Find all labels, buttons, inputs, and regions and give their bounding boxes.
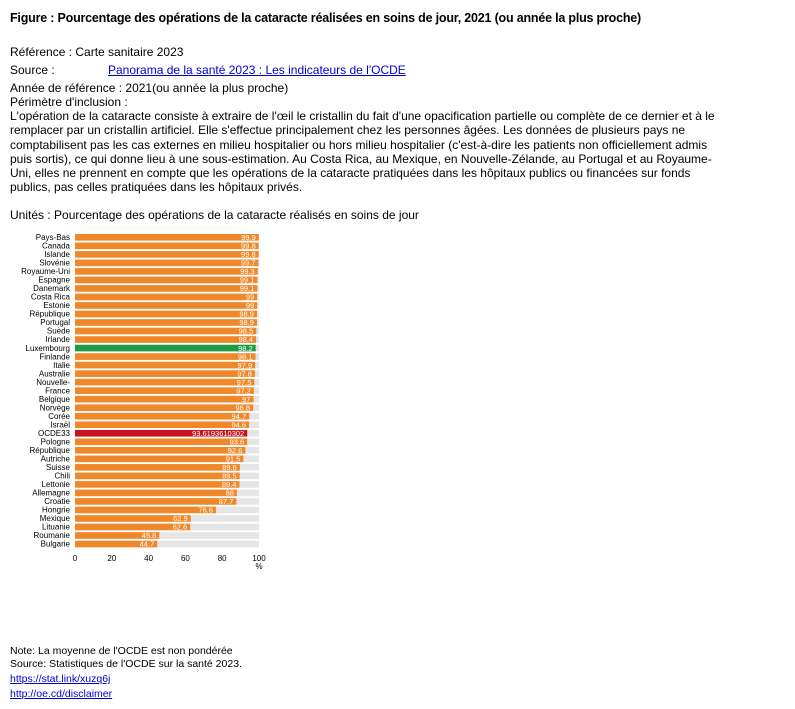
- data-label: 99.7: [240, 258, 256, 268]
- bar: [75, 328, 256, 335]
- reference-text: Référence : Carte sanitaire 2023: [10, 45, 184, 59]
- bar: [75, 336, 256, 343]
- bar: [75, 438, 247, 445]
- data-label: 99.8: [241, 241, 256, 251]
- bar: [75, 302, 257, 309]
- bar: [75, 268, 258, 275]
- data-label: 99.3: [240, 267, 255, 277]
- data-label: 88: [225, 488, 234, 498]
- x-tick-label: 40: [144, 554, 154, 564]
- category-label: Lituanie: [41, 522, 70, 532]
- category-label: Pays-Bas: [35, 233, 70, 242]
- data-label: 87.7: [218, 497, 234, 507]
- category-label: Norvège: [39, 403, 70, 413]
- figure-title: Figure : Pourcentage des opérations de la cataracte réalisées en soins de jour, 2021 (ou année la plus proche): [10, 11, 641, 25]
- data-label: 99: [245, 301, 255, 311]
- stat-link[interactable]: https://stat.link/xuzq6j: [10, 673, 111, 685]
- category-label: Portugal: [40, 318, 70, 328]
- bar: [75, 473, 240, 480]
- bar: [75, 464, 240, 471]
- data-label: 99: [245, 292, 255, 302]
- data-label: 93.6193610302: [192, 428, 245, 438]
- category-label: Allemagne: [32, 488, 70, 498]
- x-tick-label: 80: [217, 554, 227, 564]
- data-label: 98.4: [238, 335, 254, 345]
- x-tick-label: 20: [107, 554, 117, 564]
- bar: [75, 387, 254, 394]
- reference-year-text: Année de référence : 2021(ou année la plus proche): [10, 81, 289, 95]
- category-label: Irlande: [45, 335, 70, 345]
- category-label: France: [45, 386, 70, 396]
- bar: [75, 285, 257, 292]
- bar: [75, 234, 259, 241]
- category-label: Bulgarie: [40, 539, 70, 549]
- bar: [75, 421, 249, 428]
- bar: [75, 294, 257, 301]
- bar: [75, 243, 259, 250]
- data-label: 97: [242, 394, 251, 404]
- bar: [75, 362, 255, 369]
- data-label: 89.6: [222, 463, 237, 473]
- data-label: 97.5: [236, 377, 252, 387]
- source-label: Source :: [10, 63, 55, 77]
- category-label: Finlande: [39, 352, 70, 362]
- bar: [75, 311, 257, 318]
- data-label: 62.9: [173, 514, 188, 524]
- category-label: République: [29, 309, 70, 319]
- bar: [75, 490, 237, 497]
- category-label: Nouvelle-: [36, 377, 70, 387]
- category-label: Belgique: [38, 394, 70, 404]
- bar: [75, 498, 236, 505]
- category-label: Autriche: [40, 454, 70, 464]
- data-label: 89.4: [221, 480, 237, 490]
- category-label: Canada: [41, 241, 70, 251]
- data-label: 91.5: [225, 454, 241, 464]
- category-label: Royaume-Uni: [21, 267, 70, 277]
- data-label: 96.8: [235, 403, 251, 413]
- category-label: Danemark: [33, 284, 70, 294]
- data-label: 62.6: [172, 522, 188, 532]
- data-label: 99.8: [241, 250, 256, 260]
- x-axis-label: %: [255, 562, 263, 572]
- category-label: OCDE33: [37, 428, 70, 438]
- note-source-text: Source: Statistiques de l'OCDE sur la santé 2023.: [10, 658, 242, 670]
- bar: [75, 447, 245, 454]
- category-label: République: [29, 446, 70, 455]
- data-label: 94.6: [231, 420, 247, 430]
- data-label: 98.1: [237, 352, 253, 362]
- data-label: 99.1: [239, 275, 255, 285]
- category-label: Islande: [44, 250, 70, 260]
- category-label: Slovénie: [39, 258, 70, 268]
- x-tick-label: 60: [180, 554, 190, 564]
- category-label: Suède: [46, 326, 70, 336]
- data-label: 89.5: [222, 471, 237, 481]
- note-text: Note: La moyenne de l'OCDE est non pondérée: [10, 645, 233, 657]
- data-label: 97.9: [237, 360, 253, 370]
- category-label: Espagne: [38, 275, 70, 285]
- category-label: Mexique: [39, 514, 70, 524]
- data-label: 44.7: [139, 539, 155, 549]
- bar: [75, 379, 254, 386]
- data-label: 98.9: [239, 318, 254, 328]
- bar: [75, 277, 257, 284]
- description-text: L'opération de la cataracte consiste à extraire de l'œil le cristallin du fait d'une opacification partielle ou complète de ce dernier et à le remplacer par un cristallin artificiel. Elle s'effectue principalement chez les personnes âgées. Les données de plusieurs pays ne comptabilisent pas les cas externes en milieu hospitalier ou hors milieu hospitalier (c'est-à-dire les patients non officiellement admis puis sortis), ce qui donne lieu à une sous-estimation. Au Costa Rica, au Mexique, en Nouvelle-Zélande, au Portugal et au Royaume-Uni, elles ne prennent en compte que les opérations de la cataracte pratiquées dans les hôpitaux publics ou financées sur fonds publics, pas celles pratiquées dans les hôpitaux privés.: [10, 109, 715, 195]
- perimeter-label: Périmètre d'inclusion :: [10, 95, 128, 109]
- x-tick-label: 0: [72, 554, 78, 564]
- data-label: 98.2: [238, 343, 253, 353]
- x-tick-label: 100: [252, 554, 266, 564]
- bar: [75, 507, 216, 514]
- category-label: Australie: [38, 369, 70, 379]
- data-label: 98.9: [239, 309, 254, 319]
- data-label: 93.6: [229, 437, 245, 447]
- bar: [75, 396, 253, 403]
- bar: [75, 260, 258, 267]
- category-label: Hongrie: [41, 505, 70, 515]
- data-label: 98.5: [238, 326, 254, 336]
- category-label: Corée: [48, 411, 70, 421]
- data-label: 97.8: [237, 369, 252, 379]
- bar: [75, 345, 256, 352]
- bar: [75, 481, 239, 488]
- category-label: Chili: [54, 471, 70, 481]
- data-label: 45.8: [141, 531, 157, 541]
- category-label: Luxembourg: [25, 343, 70, 353]
- category-label: Suisse: [45, 463, 70, 473]
- data-label: 99.1: [239, 284, 255, 294]
- data-label: 94.7: [231, 411, 247, 421]
- data-label: 97.2: [236, 386, 251, 396]
- data-label: 92.6: [227, 446, 243, 455]
- units-text: Unités : Pourcentage des opérations de la cataracte réalisés en soins de jour: [10, 208, 419, 222]
- category-label: Lettonie: [41, 480, 70, 490]
- category-label: Costa Rica: [30, 292, 70, 302]
- bar: [75, 413, 249, 420]
- bar: [75, 353, 256, 360]
- source-line: [10, 63, 406, 77]
- bar: [75, 251, 259, 258]
- data-label: 99.9: [241, 233, 256, 242]
- category-label: Estonie: [43, 301, 70, 311]
- category-label: Israël: [50, 420, 70, 430]
- bar: [75, 319, 257, 326]
- bar-chart: [0, 226, 300, 581]
- category-label: Croatie: [44, 497, 70, 507]
- source-link[interactable]: Panorama de la santé 2023 : Les indicateurs de l'OCDE: [108, 63, 406, 77]
- bar: [75, 456, 243, 463]
- data-label: 76.6: [198, 505, 213, 515]
- category-label: Pologne: [40, 437, 70, 447]
- disclaimer-link[interactable]: http://oe.cd/disclaimer: [10, 688, 113, 700]
- category-label: Roumanie: [33, 531, 70, 541]
- category-label: Italie: [53, 360, 70, 370]
- bar: [75, 370, 255, 377]
- bar: [75, 404, 253, 411]
